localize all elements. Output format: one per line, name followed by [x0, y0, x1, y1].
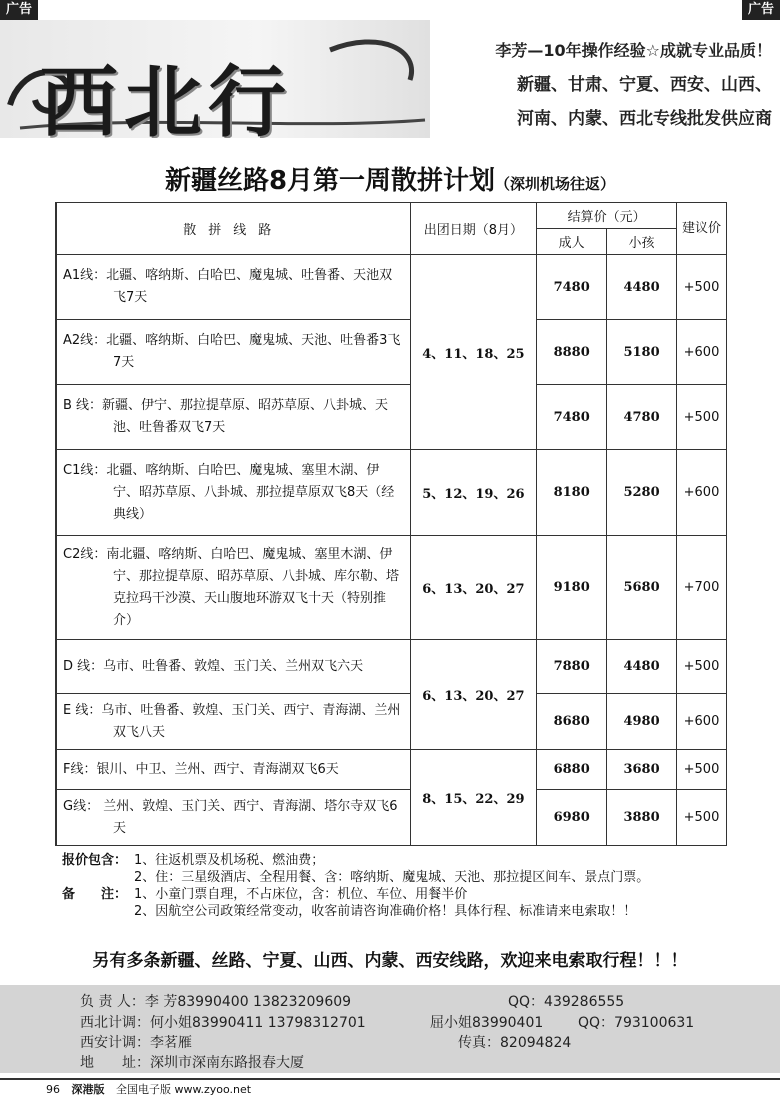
adult-price: 6980	[537, 790, 607, 846]
header-price: 结算价（元）	[537, 203, 677, 229]
child-price: 5280	[607, 450, 677, 536]
notes-section	[62, 852, 762, 920]
contact-fax: 传真：82094824	[458, 1035, 572, 1051]
ad-label-right: 广告	[742, 0, 780, 20]
contact-qq2: QQ：793100631	[578, 1015, 695, 1031]
departure-dates: 5、12、19、26	[410, 450, 537, 536]
promo-text: 另有多条新疆、丝路、宁夏、山西、内蒙、西安线路，欢迎来电索取行程！！！	[92, 951, 688, 971]
header-adult: 成人	[537, 229, 607, 255]
remark-label: 备 注：	[62, 887, 128, 902]
child-price: 4980	[607, 694, 677, 750]
suggested-price: +500	[677, 385, 727, 450]
contact-northwest: 西北计调：何小姐83990411 13798312701	[80, 1015, 366, 1031]
table-row	[56, 536, 727, 640]
banner-slogan	[440, 34, 780, 136]
child-price: 4480	[607, 255, 677, 320]
ad-label-left: 广告	[0, 0, 38, 20]
contact-section	[0, 985, 780, 1073]
page-subtitle: （深圳机场往返）	[495, 175, 616, 193]
adult-price: 7480	[537, 385, 607, 450]
page-title-block	[0, 160, 780, 197]
route-text: E 线：乌市、吐鲁番、敦煌、玉门关、西宁、青海湖、兰州双飞八天	[63, 702, 401, 740]
departure-dates: 6、13、20、27	[410, 640, 537, 750]
route-text: F线：银川、中卫、兰州、西宁、青海湖双飞6天	[63, 761, 339, 777]
suggested-price: +600	[677, 694, 727, 750]
suggested-price: +600	[677, 450, 727, 536]
table-row	[56, 450, 727, 536]
website-text: 全国电子版 www.zyoo.net	[116, 1083, 252, 1096]
header-date: 出团日期（8月）	[410, 203, 537, 255]
departure-dates: 6、13、20、27	[410, 536, 537, 640]
logo-area	[0, 20, 430, 138]
adult-price: 6880	[537, 750, 607, 790]
banner	[0, 20, 780, 138]
contact-qu: 屈小姐83990401	[430, 1015, 544, 1031]
suggested-price: +500	[677, 750, 727, 790]
header-route: 散拼线路	[56, 203, 410, 255]
child-price: 4480	[607, 640, 677, 694]
adult-price: 8680	[537, 694, 607, 750]
routes-table	[55, 202, 727, 846]
remark-item: 2、因航空公司政策经常变动，收客前请咨询准确价格！具体行程、标准请来电索取！！	[134, 904, 637, 919]
page-number: 96	[46, 1083, 60, 1096]
route-text: D 线：乌市、吐鲁番、敦煌、玉门关、兰州双飞六天	[63, 658, 364, 674]
departure-dates: 8、15、22、29	[410, 750, 537, 846]
route-text: G线： 兰州、敦煌、玉门关、西宁、青海湖、塔尔寺双飞6天	[63, 798, 398, 836]
adult-price: 9180	[537, 536, 607, 640]
logo-text: 西北行	[40, 57, 293, 138]
header-child: 小孩	[607, 229, 677, 255]
table-row	[56, 320, 727, 385]
contact-xian: 西安计调：李茗雁	[80, 1035, 192, 1051]
include-item: 2、住：三星级酒店、全程用餐、含：喀纳斯、魔鬼城、天池、那拉提区间车、景点门票。	[134, 870, 650, 885]
page-footer	[0, 1078, 780, 1100]
include-label: 报价包含：	[62, 853, 128, 868]
route-text: A1线：北疆、喀纳斯、白哈巴、魔鬼城、吐鲁番、天池双飞7天	[63, 268, 393, 305]
suggested-price: +700	[677, 536, 727, 640]
table-row	[56, 385, 727, 450]
include-item: 1、往返机票及机场税、燃油费；	[134, 853, 325, 868]
route-text: B 线：新疆、伊宁、那拉提草原、昭苏草原、八卦城、天池、吐鲁番双飞7天	[63, 398, 389, 435]
table-row	[56, 694, 727, 750]
edition-label: 深港版	[71, 1083, 105, 1096]
suggested-price: +500	[677, 790, 727, 846]
contact-address: 地 址：深圳市深南东路报春大厦	[80, 1055, 304, 1071]
child-price: 5180	[607, 320, 677, 385]
header-suggest: 建议价	[677, 203, 727, 255]
suggested-price: +500	[677, 255, 727, 320]
adult-price: 7880	[537, 640, 607, 694]
table-row	[56, 750, 727, 790]
departure-dates: 4、11、18、25	[410, 255, 537, 450]
child-price: 4780	[607, 385, 677, 450]
child-price: 3680	[607, 750, 677, 790]
table-row	[56, 640, 727, 694]
adult-price: 7480	[537, 255, 607, 320]
contact-manager: 负 责 人：李 芳83990400 13823209609	[80, 994, 352, 1010]
banner-line: 河南、内蒙、西北专线批发供应商	[517, 109, 772, 129]
page-title: 新疆丝路8月第一周散拼计划	[164, 166, 496, 196]
route-text: C1线：北疆、喀纳斯、白哈巴、魔鬼城、塞里木湖、伊宁、昭苏草原、八卦城、那拉提草原双飞8天（经典线）	[63, 462, 395, 522]
child-price: 3880	[607, 790, 677, 846]
adult-price: 8180	[537, 450, 607, 536]
suggested-price: +600	[677, 320, 727, 385]
banner-line: 李芳—10年操作经验☆成就专业品质！	[495, 41, 772, 60]
table-row	[56, 790, 727, 846]
adult-price: 8880	[537, 320, 607, 385]
route-text: C2线：南北疆、喀纳斯、白哈巴、魔鬼城、塞里木湖、伊宁、那拉提草原、昭苏草原、八卦城、库尔勒、塔克拉玛干沙漠、天山腹地环游双飞十天（特别推介）	[63, 546, 400, 628]
table-row	[56, 255, 727, 320]
contact-qq: QQ：439286555	[508, 994, 625, 1010]
suggested-price: +500	[677, 640, 727, 694]
child-price: 5680	[607, 536, 677, 640]
remark-item: 1、小童门票自理，不占床位，含：机位、车位、用餐半价	[134, 887, 468, 902]
banner-line: 新疆、甘肃、宁夏、西安、山西、	[517, 75, 772, 95]
route-text: A2线：北疆、喀纳斯、白哈巴、魔鬼城、天池、吐鲁番3飞7天	[63, 333, 401, 370]
